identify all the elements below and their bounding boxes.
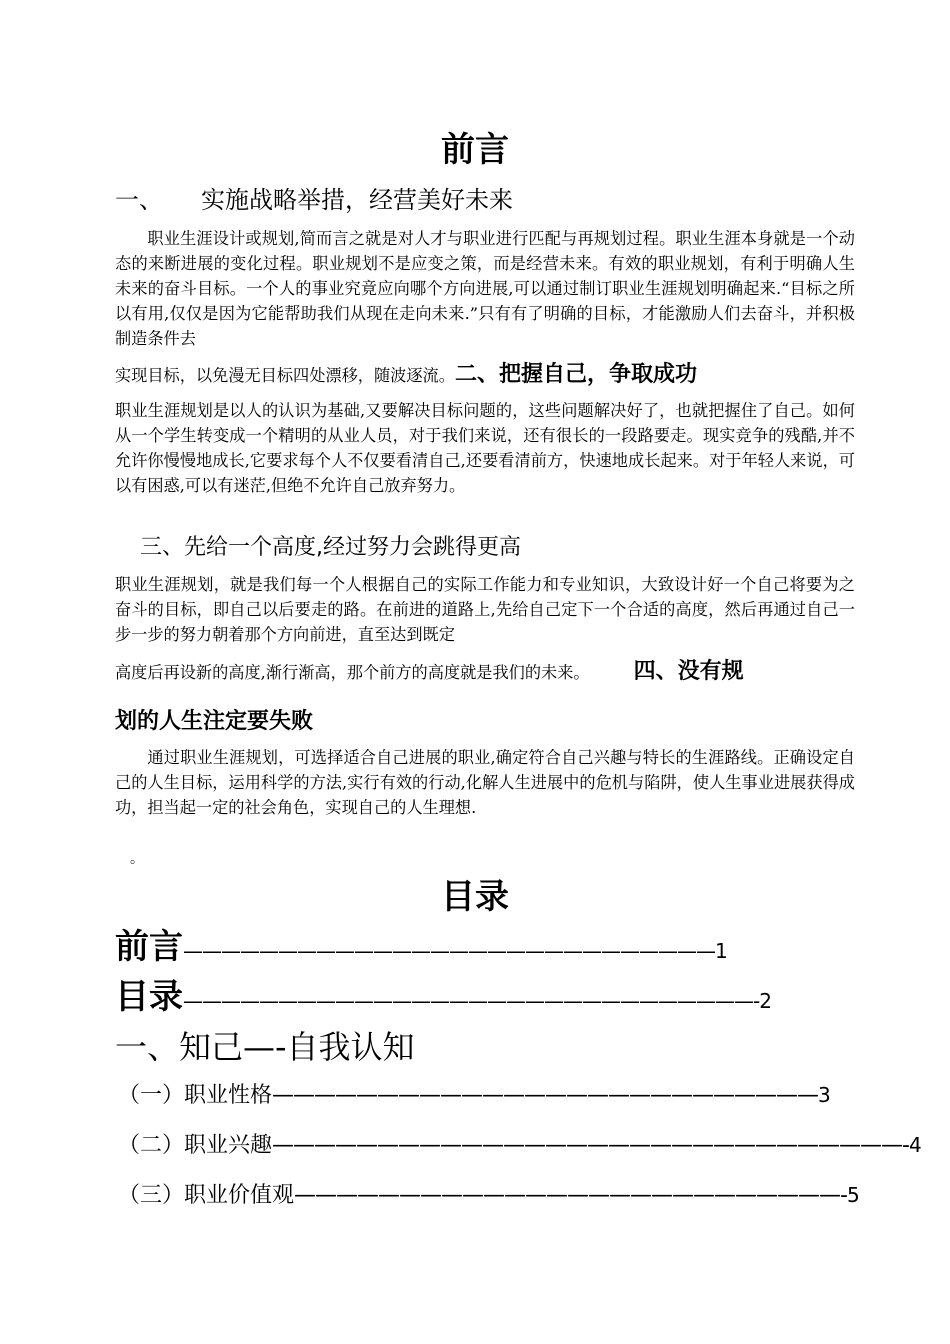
- section-4-text: 通过职业生涯规划，可选择适合自己进展的职业,确定符合自己兴趣与特长的生涯路线。正确设定自己的人生目标，运用科学的方法,实行有效的行动,化解人生进展中的危机与陷阱，使人生事业进展获得成功，担当起一定的社会角色，实现自己的人生理想.: [115, 748, 855, 817]
- section-2-text: 职业生涯规划是以人的认识为基础,又要解决目标问题的，这些问题解决好了，也就把握住了自己。如何从一个学生转变成一个精明的从业人员，对于我们来说，还有很长的一段路要走。现实竞争的残酷,并不允许你慢慢地成长,它要求每个人不仅要看清自己,还要看清前方，快速地成长起来。对于年轻人来说，可以有困惑,可以有迷茫,但绝不允许自己放弃努力。: [115, 401, 855, 495]
- toc-page-number: 3: [818, 1083, 831, 1107]
- section-1-heading: [115, 185, 513, 215]
- section-2-body: [115, 398, 855, 498]
- toc-title: 目录: [441, 877, 509, 917]
- toc-entry-interest[interactable]: [118, 1130, 922, 1161]
- section-1-body: [115, 226, 855, 351]
- section-4-body: [115, 745, 855, 820]
- toc-entry-label: 一、知己—-自我认知: [115, 1028, 415, 1066]
- toc-leader: ——————————————————————————————-: [183, 989, 760, 1013]
- section-3-heading: 三、先给一个高度,经过努力会跳得更高: [140, 535, 521, 560]
- toc-entry-contents[interactable]: [115, 977, 772, 1021]
- section-4-heading-end: 划的人生注定要失败: [115, 709, 314, 734]
- section-3-text: 职业生涯规划，就是我们每一个人根据自己的实际工作能力和专业知识，大致设计好一个自己将要为之奋斗的目标，即自己以后要走的路。在前进的道路上,先给自己定下一个合适的高度，然后再通过自己一步一步的努力朝着那个方向前进，直至达到既定: [115, 575, 855, 644]
- toc-entry-label: （三）职业价值观: [118, 1183, 295, 1208]
- stray-mark: 。: [130, 851, 144, 867]
- toc-entry-self-knowledge[interactable]: [115, 1027, 415, 1067]
- section-3-body: [115, 572, 855, 647]
- toc-entry-values[interactable]: [118, 1180, 860, 1211]
- toc-page-number: 5: [846, 1183, 860, 1207]
- toc-entry-label: （二）职业兴趣: [118, 1133, 273, 1158]
- toc-page-number: 4: [908, 1133, 922, 1157]
- section-4-heading-start: 四、没有规: [633, 659, 744, 684]
- preface-title: 前言: [441, 130, 509, 170]
- toc-leader: ————————————————————————————: [183, 939, 715, 963]
- toc-page-number: 1: [715, 939, 728, 963]
- section-1-title: 实施战略举措，经营美好未来: [201, 186, 513, 214]
- toc-entry-label: 前言: [115, 927, 183, 967]
- toc-leader: ——————————————————————————————-: [272, 1133, 909, 1158]
- section-1-number: 一、: [115, 186, 163, 214]
- section-3-4-line: [115, 657, 855, 688]
- section-2-heading: 二、把握自己，争取成功: [454, 362, 697, 387]
- toc-entry-label: 目录: [115, 977, 183, 1017]
- section-1-text-end: 实现目标，以免漫无目标四处漂移，随波逐流。: [115, 366, 455, 385]
- section-1-2-line: [115, 360, 855, 391]
- toc-leader: ——————————————————————————: [272, 1083, 819, 1108]
- toc-leader: ——————————————————————————-: [294, 1183, 847, 1208]
- section-3-text-end: 高度后再设新的高度,渐行渐高，那个前方的高度就是我们的未来。: [115, 663, 590, 682]
- toc-entry-label: （一）职业性格: [118, 1083, 273, 1108]
- toc-entry-preface[interactable]: [115, 927, 728, 971]
- section-1-text: 职业生涯设计或规划,简而言之就是对人才与职业进行匹配与再规划过程。职业生涯本身就是一个动态的来断进展的变化过程。职业规划不是应变之策，而是经营未来。有效的职业规划，有利于明确人生未来的奋斗目标。一个人的事业究竟应向哪个方向进展,可以通过制订职业生涯规划明确起来.“目标之所以有用,仅仅是因为它能帮助我们从现在走向未来.”只有有了明确的目标，才能激励人们去奋斗，并积极制造条件去: [115, 229, 855, 348]
- toc-page-number: 2: [759, 989, 772, 1013]
- toc-entry-personality[interactable]: [118, 1080, 831, 1111]
